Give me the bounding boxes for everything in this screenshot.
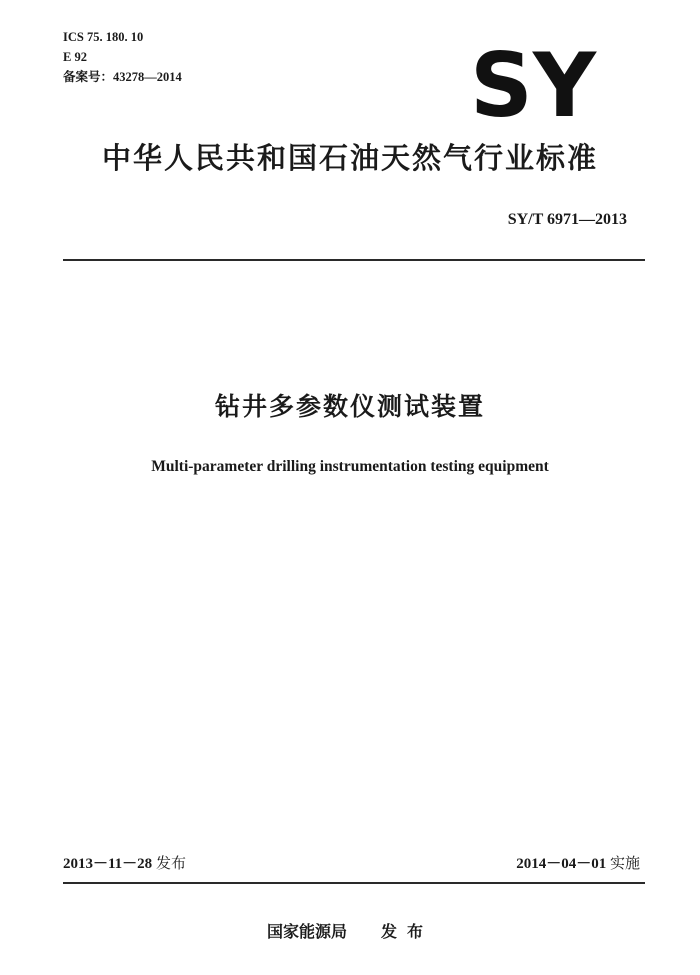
- filing-number: 备案号：43278—2014: [63, 70, 182, 84]
- bottom-divider: [63, 882, 645, 884]
- ics-code: ICS 75. 180. 10: [63, 30, 144, 44]
- publisher-line: [0, 919, 700, 942]
- sy-logo-text: SY: [470, 44, 598, 124]
- top-divider: [63, 259, 645, 261]
- implementation-date: 2014－04－01: [516, 856, 607, 872]
- issue-date: 2013－11－28: [63, 856, 153, 872]
- publisher-name: 国家能源局: [266, 922, 347, 941]
- standard-number: SY/T 6971—2013: [507, 211, 627, 228]
- classification-code: E 92: [63, 50, 87, 64]
- issue-date-line: [63, 852, 186, 873]
- document-title-en: Multi-parameter drilling instrumentation testing equipment: [151, 458, 549, 475]
- sy-logo: [468, 44, 598, 124]
- implementation-date-line: [516, 852, 640, 873]
- document-title-cn: 钻井多参数仪测试装置: [214, 392, 485, 421]
- implementation-label: 实施: [609, 854, 640, 872]
- publisher-label: 发布: [381, 922, 434, 941]
- issue-label: 发布: [155, 854, 186, 872]
- issuer-title: 中华人民共和国石油天然气行业标准: [101, 141, 598, 175]
